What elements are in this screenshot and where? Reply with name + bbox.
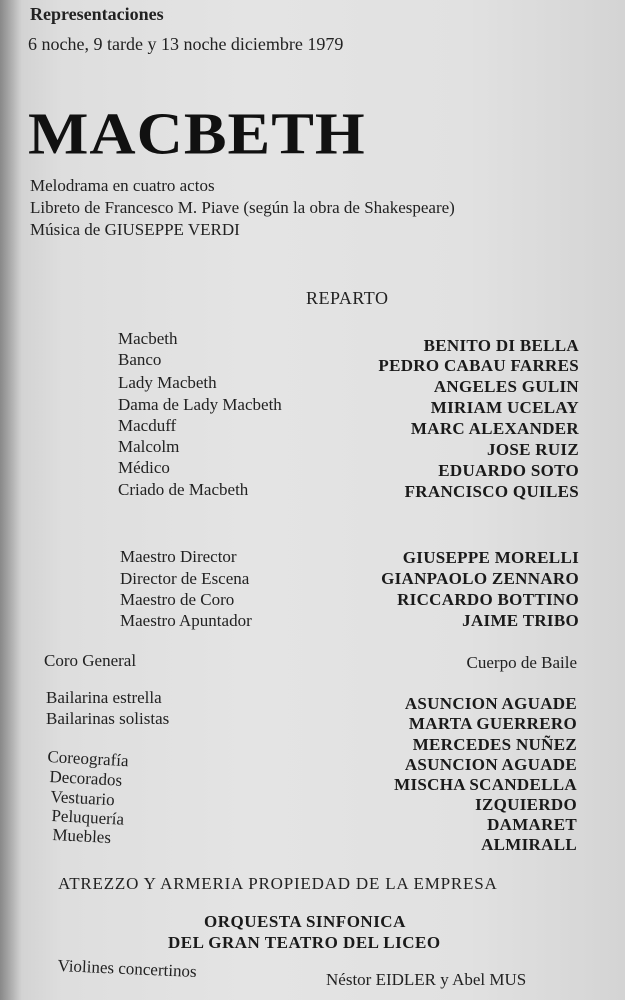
production-name: ASUNCION AGUADE — [404, 755, 577, 774]
cast-name: BENITO DI BELLA — [423, 336, 579, 355]
production-name: DAMARET — [487, 815, 577, 834]
subtitle-libretto: Libreto de Francesco M. Piave (según la obra de Shakespeare) — [30, 198, 455, 217]
cast-name: EDUARDO SOTO — [438, 461, 579, 480]
staff-role: Director de Escena — [120, 569, 250, 588]
cast-role: Banco — [118, 350, 162, 369]
cast-role: Dama de Lady Macbeth — [118, 395, 282, 414]
staff-role: Maestro Director — [120, 547, 237, 566]
cast-role: Lady Macbeth — [118, 373, 217, 392]
ballet-name: MARTA GUERRERO — [408, 714, 577, 733]
staff-name: GIUSEPPE MORELLI — [402, 548, 579, 567]
subtitle-genre: Melodrama en cuatro actos — [30, 176, 215, 195]
ballet-role: Bailarinas solistas — [46, 709, 170, 728]
cast-role: Criado de Macbeth — [118, 480, 249, 499]
coro-general-label: Coro General — [44, 651, 137, 670]
cast-name: FRANCISCO QUILES — [404, 482, 579, 501]
cast-name: ANGELES GULIN — [433, 377, 579, 396]
cast-name: MARC ALEXANDER — [410, 419, 579, 438]
reparto-heading: REPARTO — [306, 288, 389, 308]
ballet-role: Bailarina estrella — [46, 688, 162, 707]
production-name: MISCHA SCANDELLA — [394, 775, 577, 794]
subtitle-music: Música de GIUSEPPE VERDI — [30, 220, 240, 239]
atrezzo-note: ATREZZO Y ARMERIA PROPIEDAD DE LA EMPRESA — [58, 874, 498, 893]
orquesta-line-1: ORQUESTA SINFONICA — [204, 912, 406, 931]
staff-name: RICCARDO BOTTINO — [397, 590, 579, 609]
cast-name: MIRIAM UCELAY — [430, 398, 579, 417]
representaciones-label: Representaciones — [30, 4, 164, 24]
violines-label: Violines concertinos — [57, 956, 198, 982]
ballet-name: ASUNCION AGUADE — [404, 694, 577, 713]
violines-names: Néstor EIDLER y Abel MUS — [326, 970, 527, 989]
cast-name: JOSE RUIZ — [487, 440, 579, 459]
page-shadow — [0, 0, 22, 1000]
ballet-name: MERCEDES NUÑEZ — [412, 735, 577, 754]
performance-dates: 6 noche, 9 tarde y 13 noche diciembre 1979 — [28, 34, 344, 54]
cast-role: Macduff — [118, 416, 177, 435]
production-role: Decorados — [49, 767, 123, 790]
cast-role: Malcolm — [118, 437, 180, 456]
staff-name: GIANPAOLO ZENNARO — [381, 569, 579, 588]
orquesta-line-2: DEL GRAN TEATRO DEL LICEO — [168, 933, 441, 952]
cast-name: PEDRO CABAU FARRES — [378, 356, 579, 375]
cast-role: Médico — [118, 458, 170, 477]
production-role: Muebles — [52, 825, 112, 848]
staff-name: JAIME TRIBO — [462, 611, 579, 630]
staff-role: Maestro Apuntador — [120, 611, 252, 630]
page-title: MACBETH — [28, 100, 366, 167]
production-name: ALMIRALL — [481, 835, 577, 854]
production-name: IZQUIERDO — [475, 795, 577, 814]
cast-role: Macbeth — [118, 329, 178, 348]
production-role: Coreografía — [47, 747, 130, 771]
cuerpo-de-baile-label: Cuerpo de Baile — [466, 653, 577, 672]
staff-role: Maestro de Coro — [120, 590, 235, 609]
production-role: Vestuario — [50, 787, 116, 810]
production-role: Peluquería — [51, 806, 125, 829]
